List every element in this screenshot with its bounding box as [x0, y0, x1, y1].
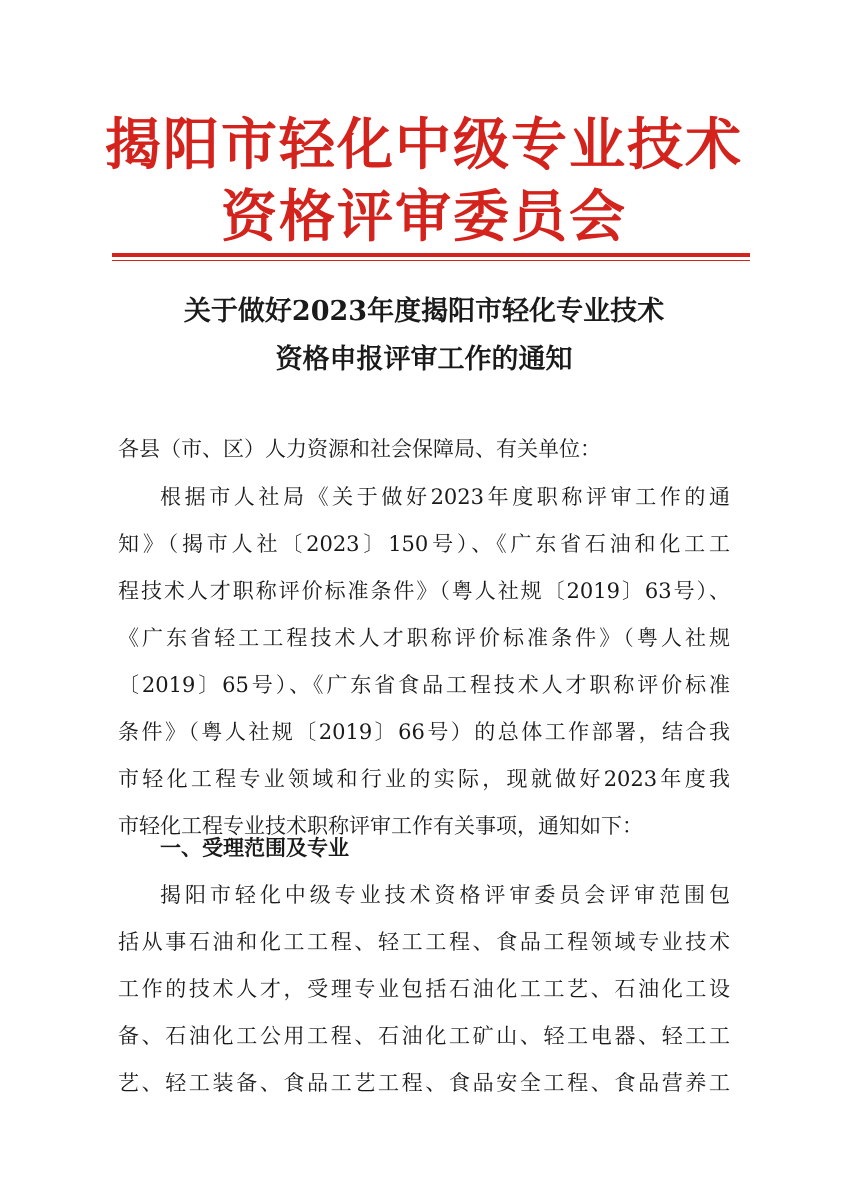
notice-title-line1: 关于做好2023年度揭阳市轻化专业技术 — [183, 296, 665, 327]
notice-title-line2: 资格申报评审工作的通知 — [275, 344, 573, 375]
paragraph1-line: 《广东省轻工工程技术人才职称评价标准条件》（粤人社规 — [118, 626, 730, 650]
salutation: 各县（市、区）人力资源和社会保障局、有关单位： — [118, 437, 601, 461]
section1-line: 艺、轻工装备、食品工艺工程、食品安全工程、食品营养工 — [118, 1071, 730, 1095]
red-header-rule-thin — [112, 260, 750, 261]
section1-line: 备、石油化工公用工程、石油化工矿山、轻工电器、轻工工 — [118, 1024, 730, 1048]
section1-line: 工作的技术人才，受理专业包括石油化工工艺、石油化工设 — [118, 977, 730, 1001]
org-header-line1: 揭阳市轻化中级专业技术 — [105, 112, 743, 178]
paragraph1-line: 根据市人社局《关于做好2023年度职称评审工作的通 — [160, 485, 730, 509]
org-header-line2: 资格评审委员会 — [221, 184, 627, 250]
paragraph1-line: 市轻化工程专业技术职称评审工作有关事项，通知如下： — [118, 814, 643, 838]
section1-heading: 一、受理范围及专业 — [160, 836, 349, 860]
paragraph1-line: 条件》（粤人社规〔2019〕66号）的总体工作部署，结合我 — [118, 720, 730, 744]
paragraph1-line: 市轻化工程专业领域和行业的实际，现就做好2023年度我 — [118, 767, 730, 791]
paragraph1-line: 程技术人才职称评价标准条件》（粤人社规〔2019〕63号）、 — [118, 579, 730, 603]
section1-line: 揭阳市轻化中级专业技术资格评审委员会评审范围包 — [160, 883, 730, 907]
paragraph1-line: 〔2019〕65号）、《广东省食品工程技术人才职称评价标准 — [118, 673, 730, 697]
paragraph1-line: 知》（揭市人社〔2023〕150号）、《广东省石油和化工工 — [118, 532, 730, 556]
section1-line: 括从事石油和化工工程、轻工工程、食品工程领域专业技术 — [118, 930, 730, 954]
red-header-rule-thick — [112, 253, 750, 257]
